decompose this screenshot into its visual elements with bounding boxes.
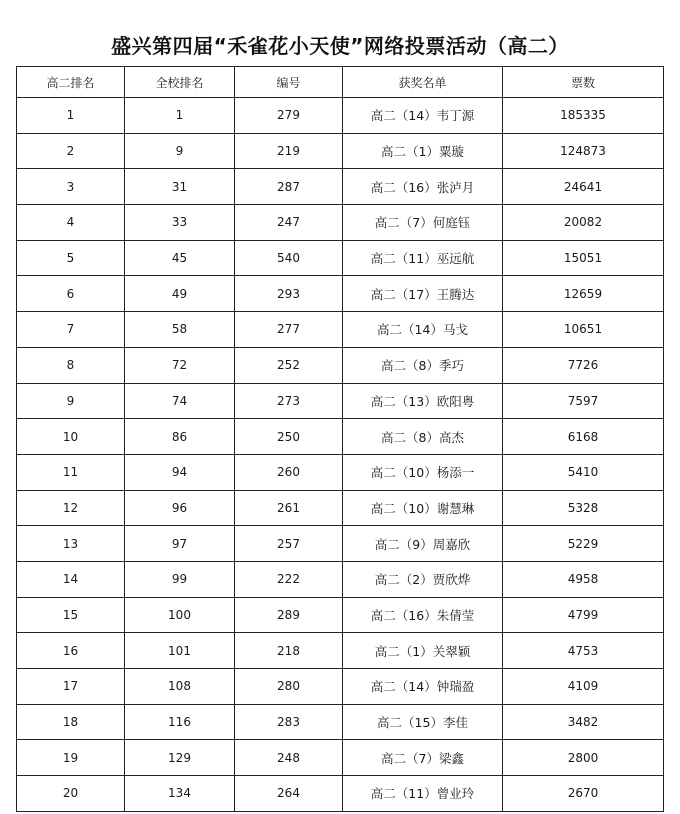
school-rank-cell: 58 [125,312,235,348]
votes-cell: 10651 [503,312,664,348]
table-row [17,597,664,633]
number-cell: 218 [235,633,343,669]
name-cell: 高二（17）王腾达 [343,276,503,312]
school-rank-cell: 49 [125,276,235,312]
school-rank-cell: 134 [125,776,235,812]
name-cell: 高二（1）粟璇 [343,133,503,169]
table-row [17,347,664,383]
name-cell: 高二（14）马戈 [343,312,503,348]
number-cell: 248 [235,740,343,776]
number-cell: 283 [235,704,343,740]
table-row [17,490,664,526]
school-rank-cell: 72 [125,347,235,383]
grade-rank-cell: 20 [17,776,125,812]
votes-cell: 7597 [503,383,664,419]
grade-rank-cell: 1 [17,98,125,134]
school-rank-cell: 101 [125,633,235,669]
school-rank-cell: 74 [125,383,235,419]
votes-cell: 5229 [503,526,664,562]
table-row [17,133,664,169]
school-rank-cell: 33 [125,205,235,241]
school-rank-cell: 97 [125,526,235,562]
school-rank-cell: 31 [125,169,235,205]
table-row [17,633,664,669]
votes-cell: 20082 [503,205,664,241]
school-rank-cell: 100 [125,597,235,633]
name-cell: 高二（8）高杰 [343,419,503,455]
votes-cell: 7726 [503,347,664,383]
number-cell: 277 [235,312,343,348]
table-row [17,704,664,740]
table-row [17,526,664,562]
votes-cell: 5328 [503,490,664,526]
name-cell: 高二（14）钟瑞盈 [343,669,503,705]
header-grade-rank: 高二排名 [17,67,125,98]
number-cell: 250 [235,419,343,455]
page-title: 盛兴第四届“禾雀花小天使”网络投票活动（高二） [111,34,569,58]
votes-cell: 4958 [503,561,664,597]
table-row [17,454,664,490]
name-cell: 高二（14）韦丁源 [343,98,503,134]
header-school-rank: 全校排名 [125,67,235,98]
table-row [17,169,664,205]
number-cell: 540 [235,240,343,276]
grade-rank-cell: 4 [17,205,125,241]
grade-rank-cell: 18 [17,704,125,740]
name-cell: 高二（10）谢慧琳 [343,490,503,526]
number-cell: 252 [235,347,343,383]
name-cell: 高二（7）梁鑫 [343,740,503,776]
votes-cell: 15051 [503,240,664,276]
name-cell: 高二（16）朱倩莹 [343,597,503,633]
grade-rank-cell: 17 [17,669,125,705]
grade-rank-cell: 13 [17,526,125,562]
name-cell: 高二（1）关翠颖 [343,633,503,669]
school-rank-cell: 116 [125,704,235,740]
grade-rank-cell: 2 [17,133,125,169]
school-rank-cell: 86 [125,419,235,455]
votes-cell: 185335 [503,98,664,134]
number-cell: 289 [235,597,343,633]
table-row [17,276,664,312]
name-cell: 高二（11）曾业玲 [343,776,503,812]
grade-rank-cell: 12 [17,490,125,526]
votes-cell: 124873 [503,133,664,169]
grade-rank-cell: 5 [17,240,125,276]
table-header-row [17,67,664,98]
grade-rank-cell: 7 [17,312,125,348]
votes-cell: 4799 [503,597,664,633]
number-cell: 287 [235,169,343,205]
grade-rank-cell: 19 [17,740,125,776]
name-cell: 高二（11）巫远航 [343,240,503,276]
name-cell: 高二（16）张泸月 [343,169,503,205]
grade-rank-cell: 3 [17,169,125,205]
name-cell: 高二（10）杨添一 [343,454,503,490]
name-cell: 高二（8）季巧 [343,347,503,383]
number-cell: 293 [235,276,343,312]
table-row [17,419,664,455]
school-rank-cell: 129 [125,740,235,776]
grade-rank-cell: 11 [17,454,125,490]
grade-rank-cell: 6 [17,276,125,312]
number-cell: 264 [235,776,343,812]
school-rank-cell: 108 [125,669,235,705]
table-row [17,205,664,241]
name-cell: 高二（2）贾欣烨 [343,561,503,597]
number-cell: 260 [235,454,343,490]
table-row [17,776,664,812]
grade-rank-cell: 10 [17,419,125,455]
number-cell: 257 [235,526,343,562]
grade-rank-cell: 16 [17,633,125,669]
name-cell: 高二（13）欧阳粤 [343,383,503,419]
number-cell: 219 [235,133,343,169]
school-rank-cell: 45 [125,240,235,276]
grade-rank-cell: 14 [17,561,125,597]
grade-rank-cell: 15 [17,597,125,633]
ranking-table [16,66,664,812]
votes-cell: 4109 [503,669,664,705]
table-row [17,240,664,276]
header-number: 编号 [235,67,343,98]
name-cell: 高二（15）李佳 [343,704,503,740]
table-row [17,669,664,705]
school-rank-cell: 96 [125,490,235,526]
votes-cell: 6168 [503,419,664,455]
votes-cell: 12659 [503,276,664,312]
grade-rank-cell: 8 [17,347,125,383]
grade-rank-cell: 9 [17,383,125,419]
number-cell: 280 [235,669,343,705]
votes-cell: 2800 [503,740,664,776]
table-row [17,98,664,134]
number-cell: 247 [235,205,343,241]
table-row [17,312,664,348]
name-cell: 高二（7）何庭钰 [343,205,503,241]
table-row [17,383,664,419]
number-cell: 222 [235,561,343,597]
table-row [17,740,664,776]
school-rank-cell: 94 [125,454,235,490]
table-row [17,561,664,597]
number-cell: 261 [235,490,343,526]
votes-cell: 2670 [503,776,664,812]
number-cell: 273 [235,383,343,419]
votes-cell: 3482 [503,704,664,740]
votes-cell: 4753 [503,633,664,669]
name-cell: 高二（9）周嘉欣 [343,526,503,562]
votes-cell: 5410 [503,454,664,490]
number-cell: 279 [235,98,343,134]
header-winner-name: 获奖名单 [343,67,503,98]
votes-cell: 24641 [503,169,664,205]
school-rank-cell: 99 [125,561,235,597]
school-rank-cell: 9 [125,133,235,169]
header-votes: 票数 [503,67,664,98]
school-rank-cell: 1 [125,98,235,134]
